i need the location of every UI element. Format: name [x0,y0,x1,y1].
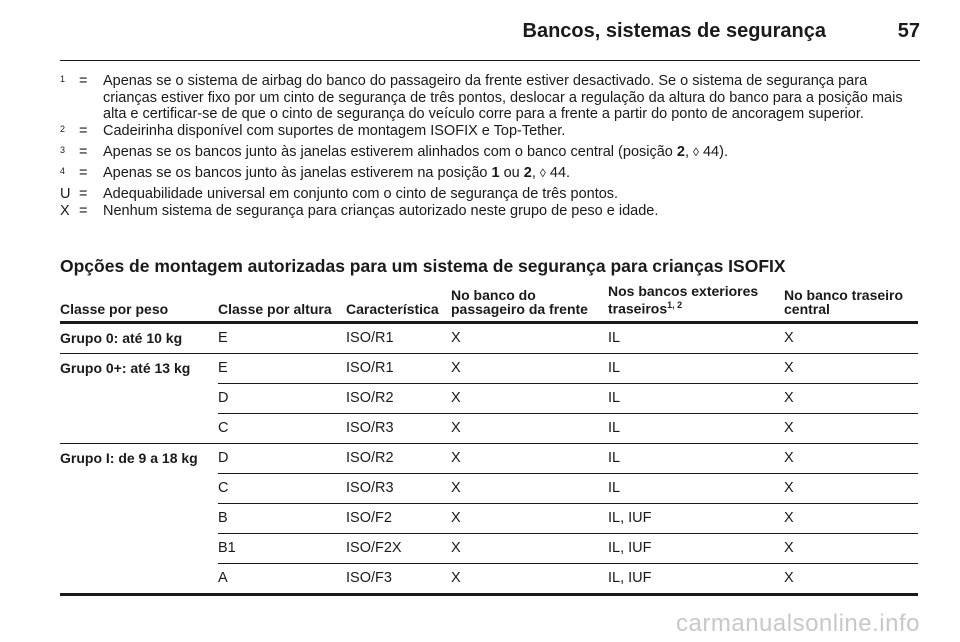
cell-feature: ISO/R3 [346,473,451,503]
cell-feature: ISO/R2 [346,383,451,413]
cell-feature: ISO/F2X [346,533,451,563]
cell-weight-class: Grupo 0: até 10 kg [60,322,218,353]
footnote-equals: = [79,122,88,139]
cell-rear-outer: IL [608,413,784,443]
cell-weight-class [60,413,218,443]
cell-height-class: D [218,443,346,473]
table-row [60,473,918,503]
table-row [60,503,918,533]
footnote-text [103,165,922,186]
header-feature: Característica [346,284,451,322]
cell-height-class: B [218,503,346,533]
footnote-equals: = [79,186,88,203]
table-row [60,383,918,413]
cell-rear-outer: IL [608,322,784,353]
table-header-row [60,284,918,322]
footnote-text-part: Apenas se o sistema de airbag do banco do passageiro da frente estiver desactivado. Se o sistema de segurança para crianças estiver fixo por um cinto de segurança de três pontos, deslocar a regulação da altura do banco para a posição mais alta e certificar-se de que o cinto de segurança do veículo corre para a frente a partir do ponto de ancoragem superior. [103,73,903,122]
cell-rear-center: X [784,563,918,594]
footnote-text-part: , [684,143,694,160]
page-header [60,14,920,61]
cell-front-passenger: X [451,563,608,594]
table-row [60,322,918,353]
cell-feature: ISO/R1 [346,353,451,383]
cell-rear-center: X [784,383,918,413]
footnote-item [60,144,922,165]
footnote-item [60,203,922,220]
cell-front-passenger: X [451,533,608,563]
section-title: Opções de montagem autorizadas para um sistema de segurança para crianças ISOFIX [60,256,786,276]
footnote-text-part: Apenas se os bancos junto às janelas estiverem alinhados com o banco central (posição [103,143,677,160]
footnote-text [103,144,922,165]
table-body [60,322,918,594]
cell-rear-outer: IL [608,383,784,413]
footnote-item [60,73,922,123]
footnote-text-part: Cadeirinha disponível com suportes de montagem ISOFIX e Top-Tether. [103,122,566,139]
cell-rear-center: X [784,473,918,503]
footnote-key: X [60,202,70,219]
table-row [60,353,918,383]
footnote-item [60,165,922,186]
cell-height-class: E [218,322,346,353]
footnote-key-sup: 3 [60,144,66,155]
footnote-equals: = [79,143,88,160]
footnote-key [60,123,79,144]
watermark: carmanualsonline.info [676,610,920,637]
footnote-item [60,186,922,203]
cell-rear-center: X [784,413,918,443]
table-row [60,533,918,563]
cell-rear-outer: IL [608,443,784,473]
footnote-key: U [60,186,71,203]
cell-rear-outer: IL, IUF [608,503,784,533]
cell-weight-class [60,533,218,563]
cell-weight-class [60,473,218,503]
cell-front-passenger: X [451,443,608,473]
cell-weight-class [60,563,218,594]
cell-rear-outer: IL [608,353,784,383]
cell-rear-center: X [784,353,918,383]
header-rear-center: No banco traseiro central [784,284,918,322]
header-rear-outer-footnote: 1, 2 [667,300,683,310]
footnote-text-part: ou [499,165,524,182]
footnote-key-sup: 2 [60,123,66,134]
footnote-key [60,73,79,123]
cell-weight-class [60,383,218,413]
isofix-table [60,284,918,596]
cell-feature: ISO/R3 [346,413,451,443]
footnotes-list [60,73,922,219]
footnote-key [60,144,79,165]
footnote-text-part: Apenas se os bancos junto às janelas estiverem na posição [103,165,492,182]
cell-front-passenger: X [451,503,608,533]
header-height-class: Classe por altura [218,284,346,322]
cell-rear-outer: IL, IUF [608,533,784,563]
header-rear-outer [608,284,784,322]
cell-height-class: E [218,353,346,383]
footnote-text [103,123,922,144]
page-number: 57 [897,20,920,42]
cell-rear-outer: IL, IUF [608,563,784,594]
header-weight-class: Classe por peso [60,284,218,322]
page-title: Bancos, sistemas de segurança [522,20,826,42]
cell-front-passenger: X [451,413,608,443]
page-reference-icon: ◊ [539,166,546,181]
footnote-equals: = [79,202,88,219]
cell-front-passenger: X [451,473,608,503]
cell-height-class: A [218,563,346,594]
footnote-text [103,203,922,220]
cell-feature: ISO/F3 [346,563,451,594]
table-row [60,413,918,443]
footnote-text-part: 2 [523,165,532,182]
footnote-key-sup: 1 [60,74,66,84]
page-reference-icon: ◊ [693,144,699,159]
footnote-equals: = [79,73,88,89]
cell-rear-center: X [784,443,918,473]
header-front-passenger: No banco do passageiro da frente [451,284,608,322]
cell-feature: ISO/R2 [346,443,451,473]
footnote-equals: = [79,165,88,182]
cell-weight-class: Grupo I: de 9 a 18 kg [60,450,198,467]
cell-rear-outer: IL [608,473,784,503]
footnote-text-part: 1 [491,165,500,182]
table-row [60,443,918,473]
footnote-text-part: , [531,165,540,182]
footnote-text [103,186,922,203]
cell-rear-center: X [784,322,918,353]
footnote-text-part: Adequabilidade universal em conjunto com o cinto de segurança de três pontos. [103,186,619,203]
cell-rear-center: X [784,533,918,563]
cell-height-class: D [218,383,346,413]
cell-height-class: C [218,473,346,503]
footnote-text-part: 44). [698,143,728,160]
footnote-key [60,165,79,186]
cell-weight-class: Grupo 0+: até 13 kg [60,360,191,377]
cell-feature: ISO/F2 [346,503,451,533]
footnote-text-part: Nenhum sistema de segurança para crianças autorizado neste grupo de peso e idade. [103,202,659,219]
cell-height-class: B1 [218,533,346,563]
header-rear-outer-label: Nos bancos exteriores traseiros [608,283,759,317]
cell-height-class: C [218,413,346,443]
cell-front-passenger: X [451,353,608,383]
footnote-text-part: 44. [545,165,571,182]
cell-front-passenger: X [451,383,608,413]
cell-front-passenger: X [451,322,608,353]
cell-weight-class [60,503,218,533]
footnote-text-part: 2 [676,143,685,160]
cell-rear-center: X [784,503,918,533]
footnote-key-sup: 4 [60,166,66,177]
footnote-text [103,73,922,123]
cell-feature: ISO/R1 [346,322,451,353]
table-row [60,563,918,594]
footnote-item [60,123,922,144]
